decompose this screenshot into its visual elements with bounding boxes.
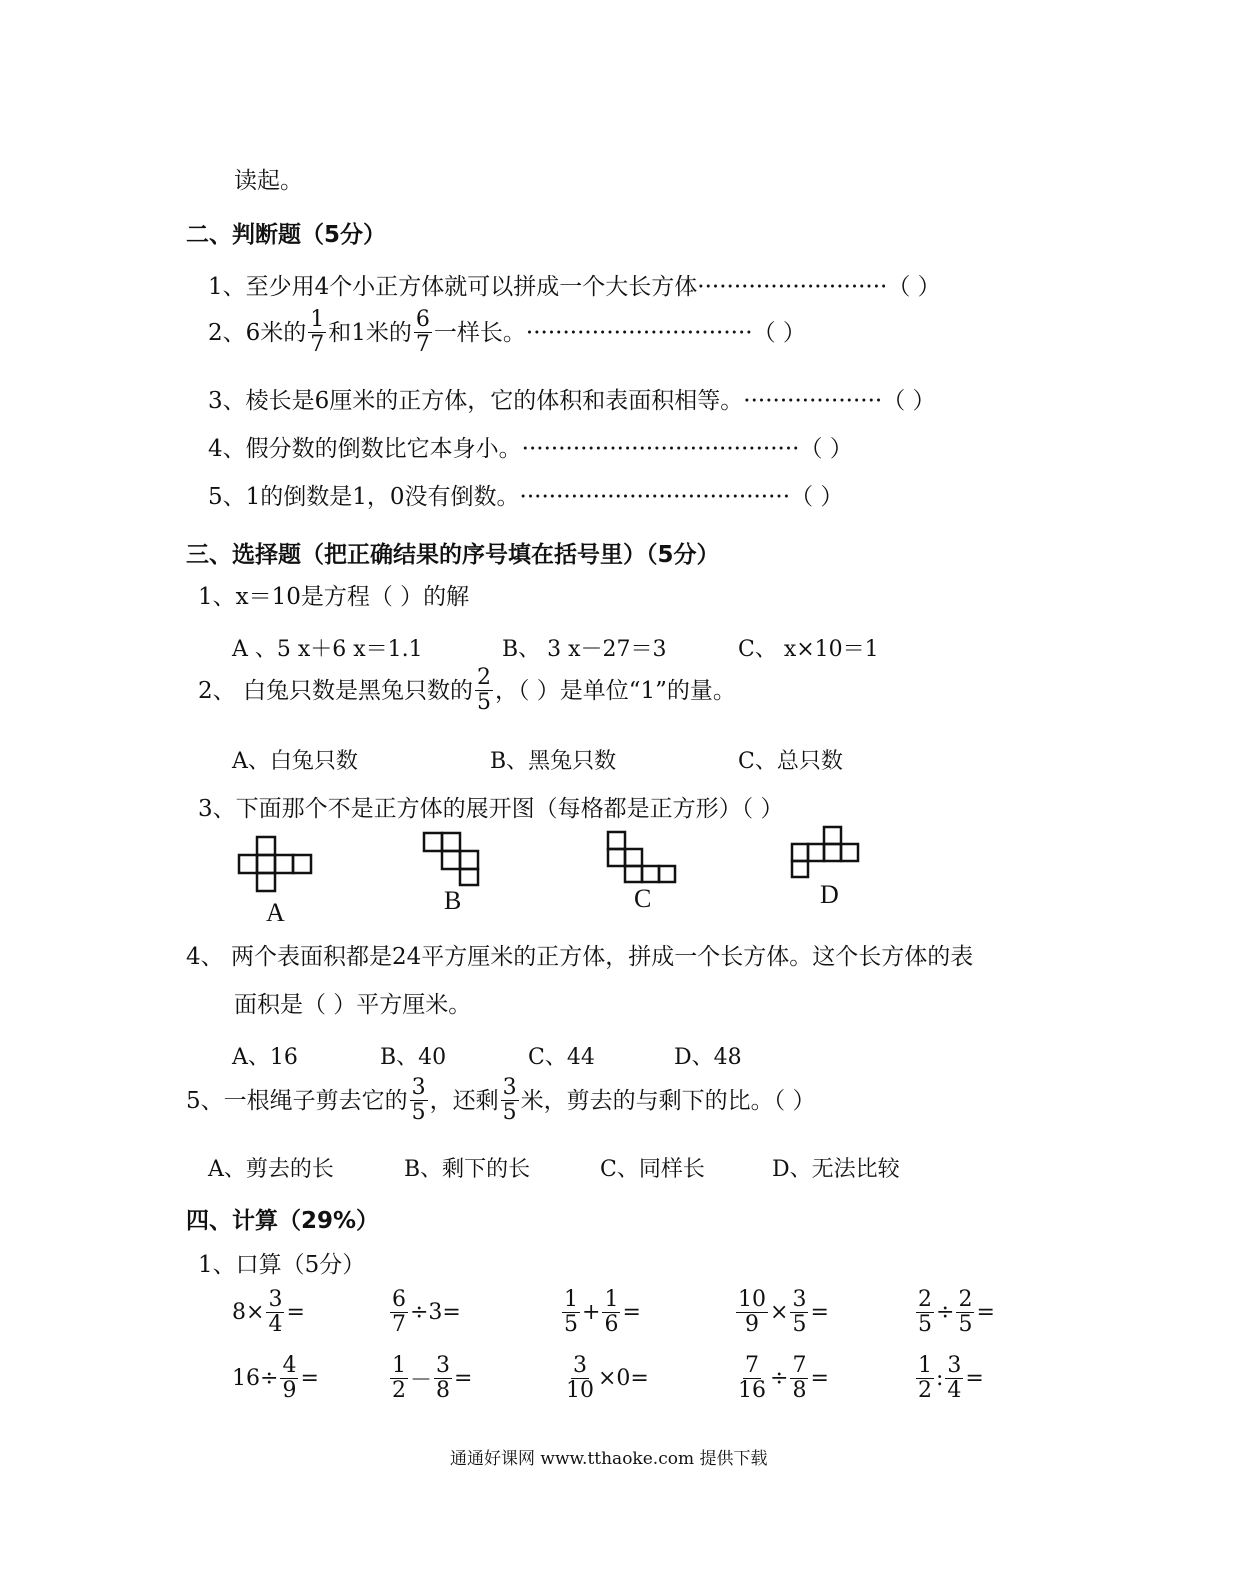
choice-q5-option-d[interactable]: D、无法比较 <box>772 1157 900 1182</box>
choice-q4-line1: 4、 两个表面积都是24平方厘米的正方体，拼成一个长方体。这个长方体的表 <box>186 944 974 970</box>
choice-q5-option-a[interactable]: A、剪去的长 <box>208 1157 334 1182</box>
calc-r2-3: $\frac{3}{10}$ ×0= <box>566 1353 649 1403</box>
calc-r2-5: $\frac{1}{2}$ : $\frac{3}{4}$ = <box>918 1353 984 1403</box>
cube-net-a[interactable] <box>230 830 320 900</box>
choice-q4-option-a[interactable]: A、16 <box>232 1045 298 1070</box>
choice-q5-stem: 5、一根绳子剪去它的 $\frac{3}{5}$ ，还剩 $\frac{3}{5}$ 米，剪去的与剩下的比。（ ） <box>186 1075 816 1125</box>
choice-q5-option-b[interactable]: B、剩下的长 <box>404 1157 531 1182</box>
choice-q1-option-a[interactable]: A 、5 x＋6 x＝1.1 <box>232 637 423 662</box>
choice-q1-option-c[interactable]: C、 x×10＝1 <box>738 637 879 662</box>
calc-r2-2: $\frac{1}{2}$ － $\frac{3}{8}$ = <box>392 1353 473 1403</box>
choice-q2-stem: 2、 白兔只数是黑兔只数的 $\frac{2}{5}$ ，（ ）是单位“1”的量。 <box>198 665 736 715</box>
fraction: $\frac{3}{5}$ <box>411 1075 426 1125</box>
choice-q4-option-c[interactable]: C、44 <box>528 1045 595 1070</box>
section3-title: 三、选择题（把正确结果的序号填在括号里）（5分） <box>186 542 720 568</box>
choice-q4-option-d[interactable]: D、48 <box>674 1045 742 1070</box>
judge-item-4: 4、 假分数的倒数比它本身小。 ······································ （ ） <box>208 436 853 462</box>
calc-r2-4: $\frac{7}{16}$ ÷ $\frac{7}{8}$ = <box>738 1353 829 1403</box>
section4-title: 四、计算（29%） <box>186 1208 380 1234</box>
section2-title: 二、判断题（5分） <box>186 222 387 248</box>
fraction: $\frac{6}{7}$ <box>415 307 430 357</box>
judge-item-5: 5、 1的倒数是1，0没有倒数。 ····································· （ ） <box>208 484 844 510</box>
answer-paren[interactable]: （ ） <box>752 319 806 346</box>
judge-item-3: 3、 棱长是6厘米的正方体，它的体积和表面积相等。 ··················· （ ） <box>208 388 936 414</box>
choice-q4-option-b[interactable]: B、40 <box>380 1045 447 1070</box>
choice-q4-line2: 面积是（ ）平方厘米。 <box>234 992 472 1018</box>
calc-r1-4: $\frac{10}{9}$ × $\frac{3}{5}$ = <box>738 1287 829 1337</box>
cube-net-label-c: C <box>634 884 652 913</box>
choice-q2-option-b[interactable]: B、黑兔只数 <box>490 749 617 774</box>
cube-net-b[interactable] <box>418 828 498 888</box>
answer-paren[interactable]: （ ） <box>790 484 844 510</box>
choice-q1-stem: 1、x＝10是方程（ ）的解 <box>198 584 470 610</box>
calc-r1-3: $\frac{1}{5}$ + $\frac{1}{6}$ = <box>564 1287 641 1337</box>
section4-sub1: 1、口算（5分） <box>198 1252 366 1278</box>
fraction: $\frac{3}{5}$ <box>502 1075 517 1125</box>
footer-credit: 通通好课网 www.tthaoke.com 提供下载 <box>450 1449 768 1469</box>
calc-r1-5: $\frac{2}{5}$ ÷ $\frac{2}{5}$ = <box>918 1287 995 1337</box>
cube-net-label-a: A <box>266 898 285 927</box>
judge-item-2: 2、 6米的 $\frac{1}{7}$ 和1米的 $\frac{6}{7}$ 一样长。 ······························· （ ） <box>208 307 806 357</box>
judge-item-1: 1、 至少用4个小正方体就可以拼成一个大长方体 ·························· （ ） <box>208 274 941 300</box>
calc-r1-1: 8× $\frac{3}{4}$ = <box>232 1287 305 1337</box>
calc-r2-1: 16÷ $\frac{4}{9}$ = <box>232 1353 319 1403</box>
fraction: $\frac{2}{5}$ <box>476 665 491 715</box>
answer-paren[interactable]: （ ） <box>887 274 941 300</box>
choice-q2-option-a[interactable]: A、白兔只数 <box>232 749 358 774</box>
cube-net-label-b: B <box>444 886 462 915</box>
choice-q2-option-c[interactable]: C、总只数 <box>738 749 843 774</box>
cube-net-c[interactable] <box>600 826 680 886</box>
cube-net-label-d: D <box>820 880 839 909</box>
cube-net-d[interactable] <box>786 822 866 882</box>
choice-q5-option-c[interactable]: C、同样长 <box>600 1157 705 1182</box>
choice-q3-stem: 3、下面那个不是正方体的展开图（每格都是正方形）（ ） <box>198 796 784 822</box>
fraction: $\frac{1}{7}$ <box>310 307 325 357</box>
answer-paren[interactable]: （ ） <box>799 436 853 462</box>
answer-paren[interactable]: （ ） <box>882 388 936 414</box>
calc-r1-2: $\frac{6}{7}$ ÷3= <box>392 1287 461 1337</box>
choice-q1-option-b[interactable]: B、 3 x－27＝3 <box>502 637 667 662</box>
continued-text: 读起。 <box>234 168 303 194</box>
